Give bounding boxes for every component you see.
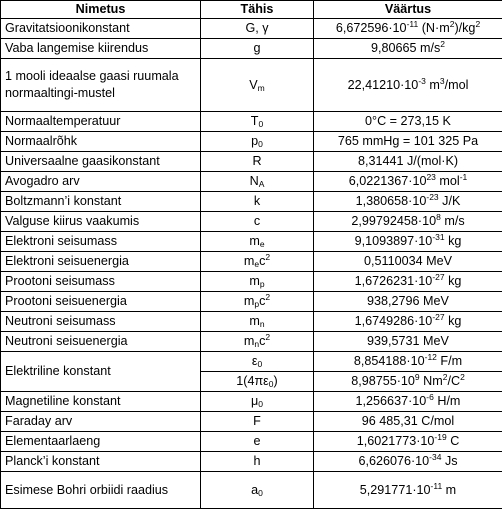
value-part: 8,31441 J/(mol·K) [357, 154, 459, 168]
symbol-part: ) [273, 374, 278, 388]
symbol-part: c [259, 334, 266, 348]
value-part: 8,854188·10 [353, 354, 425, 368]
value-part: C [446, 434, 460, 448]
table-row [1, 59, 502, 112]
table-row [1, 292, 502, 312]
symbol-part: e [253, 434, 261, 448]
header-symbol: Tähis [201, 1, 314, 19]
constant-name: Magnetiline konstant [1, 392, 201, 412]
value-part: 5,291771·10 [359, 482, 431, 497]
constant-value [314, 312, 502, 332]
value-part: 1,6726231·10 [354, 274, 433, 288]
constant-symbol [201, 312, 314, 332]
symbol-part: m [249, 274, 260, 288]
value-part: -6 [426, 392, 434, 402]
value-part: -1 [459, 172, 468, 182]
value-part: -11 [430, 480, 443, 491]
value-part: 23 [426, 172, 436, 182]
table-row [1, 19, 502, 39]
value-part: 2,99792458·10 [351, 214, 437, 228]
symbol-part: m [243, 294, 255, 308]
constant-name: 1 mooli ideaalse gaasi ruumala normaaltingi-mustel [1, 59, 201, 112]
constant-value [314, 232, 502, 252]
table-row [1, 152, 502, 172]
table-row [1, 172, 502, 192]
value-part: 1,256637·10 [355, 394, 427, 408]
value-part: -34 [429, 452, 442, 462]
constant-name: Elektroni seisuenergia [1, 252, 201, 272]
table-row [1, 132, 502, 152]
value-part: 2 [460, 372, 465, 382]
table-row [1, 212, 502, 232]
table-row [1, 352, 502, 372]
constant-value [314, 39, 502, 59]
value-part: kg [444, 314, 462, 328]
table-row [1, 252, 502, 272]
table-row [1, 472, 502, 509]
value-part: 9 [414, 372, 420, 382]
constant-name: Prootoni seisumass [1, 272, 201, 292]
constant-symbol [201, 112, 314, 132]
symbol-part: m [243, 334, 255, 348]
constant-symbol [201, 472, 314, 509]
symbol-part: 0 [258, 119, 264, 129]
constant-name: Elementaarlaeng [1, 432, 201, 452]
value-part: 6,0221367·10 [348, 174, 427, 188]
value-part: kg [444, 234, 462, 248]
header-name: Nimetus [1, 1, 201, 19]
symbol-part: N [249, 174, 259, 188]
symbol-part: 1(4πε [236, 374, 269, 388]
symbol-part: c [253, 214, 261, 228]
symbol-part: g [253, 41, 261, 55]
value-part: J/K [438, 194, 461, 208]
value-part: 8,98755·10 [351, 374, 415, 388]
constant-name: Esimese Bohri orbiidi raadius [1, 472, 201, 509]
constant-value [314, 59, 502, 112]
constant-value [314, 292, 502, 312]
constant-symbol [201, 152, 314, 172]
symbol-part: G, γ [245, 21, 269, 35]
symbol-part: k [253, 194, 261, 208]
value-part: -3 [418, 75, 426, 86]
value-part: 9,1093897·10 [354, 234, 433, 248]
symbol-part: p [251, 134, 259, 148]
table-row [1, 412, 502, 432]
symbol-part: V [249, 77, 258, 92]
constant-name: Normaalrõhk [1, 132, 201, 152]
constant-symbol [201, 59, 314, 112]
table-row [1, 452, 502, 472]
constant-name: Avogadro arv [1, 172, 201, 192]
symbol-part: p [259, 279, 265, 289]
constant-symbol [201, 39, 314, 59]
constant-symbol [201, 332, 314, 352]
constant-symbol [201, 252, 314, 272]
value-part: (N·m [418, 21, 450, 35]
value-part: 8 [436, 212, 441, 222]
value-part: -27 [432, 312, 445, 322]
value-part: 96 485,31 C/mol [361, 414, 455, 428]
constant-value [314, 252, 502, 272]
value-part: Js [441, 454, 458, 468]
symbol-part: 0 [258, 399, 263, 409]
symbol-part: m [249, 314, 260, 328]
value-part: -23 [426, 192, 439, 202]
constant-symbol [201, 292, 314, 312]
constant-name: Faraday arv [1, 412, 201, 432]
symbol-part: 0 [257, 359, 263, 369]
symbol-part: m [243, 254, 255, 268]
constant-name: Planck’i konstant [1, 452, 201, 472]
constant-value [314, 192, 502, 212]
value-part: 3 [439, 75, 445, 86]
symbol-part: 2 [265, 292, 271, 302]
value-part: -12 [424, 352, 437, 362]
symbol-part: h [253, 454, 261, 468]
symbol-part: n [259, 319, 265, 329]
value-part: kg [444, 274, 462, 288]
symbol-part: c [259, 294, 266, 308]
constant-value [314, 132, 502, 152]
constant-value [314, 152, 502, 172]
value-part: F/m [436, 354, 463, 368]
header-row [1, 1, 502, 19]
constant-value [314, 112, 502, 132]
constant-value [314, 412, 502, 432]
value-part: 765 mmHg = 101 325 Pa [337, 134, 479, 148]
symbol-part: R [252, 154, 262, 168]
constant-name: Neutroni seisumass [1, 312, 201, 332]
value-part: m/s [440, 214, 465, 228]
value-part: 2 [442, 372, 448, 382]
constant-value [314, 372, 502, 392]
constant-name: Universaalne gaasikonstant [1, 152, 201, 172]
value-part: 1,6021773·10 [356, 434, 435, 448]
symbol-part: e [259, 239, 265, 249]
constant-value [314, 352, 502, 372]
constant-value [314, 272, 502, 292]
constant-value [314, 19, 502, 39]
table-row [1, 332, 502, 352]
symbol-part: p [254, 299, 260, 309]
constant-symbol [201, 432, 314, 452]
constant-symbol [201, 232, 314, 252]
table-row [1, 232, 502, 252]
constant-value [314, 172, 502, 192]
value-part: 9,80665 m/s [370, 41, 441, 55]
value-part: 6,672596·10 [335, 21, 407, 35]
value-part: /C [447, 374, 461, 388]
table-row [1, 392, 502, 412]
value-part: -11 [406, 19, 419, 29]
value-part: 939,5731 MeV [367, 334, 449, 348]
constant-name: Prootoni seisuenergia [1, 292, 201, 312]
table-row [1, 272, 502, 292]
symbol-part: ε [251, 354, 258, 368]
value-part: /mol [444, 77, 469, 92]
value-part: 22,41210·10 [347, 77, 419, 92]
constant-symbol [201, 132, 314, 152]
value-part: mol [435, 174, 460, 188]
value-part: -19 [434, 432, 447, 442]
constant-symbol [201, 212, 314, 232]
constant-value [314, 212, 502, 232]
value-part: 6,626076·10 [358, 454, 430, 468]
table-row [1, 312, 502, 332]
constant-name: Boltzmann’i konstant [1, 192, 201, 212]
header-value: Väärtus [314, 1, 502, 19]
value-part: 0°C = 273,15 K [365, 114, 451, 128]
constant-name: Normaaltemperatuur [1, 112, 201, 132]
constant-name: Valguse kiirus vaakumis [1, 212, 201, 232]
symbol-part: 2 [265, 252, 271, 262]
constant-value [314, 452, 502, 472]
value-part: -31 [432, 232, 445, 242]
constant-name: Vaba langemise kiirendus [1, 39, 201, 59]
symbol-part: m [249, 234, 260, 248]
value-part: 2 [440, 39, 446, 49]
symbol-part: m [257, 82, 265, 93]
value-part: 1,380658·10 [355, 194, 427, 208]
symbol-part: 0 [258, 487, 263, 498]
constant-symbol [201, 452, 314, 472]
constant-name: Elektroni seisumass [1, 232, 201, 252]
table-body [1, 19, 502, 509]
constant-symbol [201, 412, 314, 432]
value-part: -27 [432, 272, 445, 282]
value-part: 2 [449, 19, 455, 29]
symbol-part: T [250, 114, 259, 128]
constant-value [314, 432, 502, 452]
table-row [1, 192, 502, 212]
table-row [1, 112, 502, 132]
symbol-part: μ [251, 394, 259, 408]
symbol-part: a [251, 482, 259, 497]
constant-name: Gravitatsioonikonstant [1, 19, 201, 39]
symbol-part: 0 [258, 139, 263, 149]
constant-value [314, 472, 502, 509]
symbol-part: 2 [265, 332, 271, 342]
symbol-part: A [258, 179, 265, 189]
constant-symbol [201, 352, 314, 372]
symbol-part: n [254, 339, 260, 349]
value-part: 2 [475, 19, 481, 29]
symbol-part: 0 [268, 379, 274, 389]
constant-symbol [201, 172, 314, 192]
constant-symbol [201, 392, 314, 412]
symbol-part: e [254, 259, 260, 269]
value-part: 1,6749286·10 [354, 314, 433, 328]
value-part: H/m [433, 394, 461, 408]
constant-value [314, 392, 502, 412]
table-row [1, 39, 502, 59]
constant-value [314, 332, 502, 352]
table-row [1, 432, 502, 452]
constant-symbol [201, 372, 314, 392]
constant-name: Elektriline konstant [1, 352, 201, 392]
value-part: )/kg [454, 21, 476, 35]
value-part: m [442, 482, 457, 497]
value-part: 0,5110034 MeV [364, 254, 452, 268]
constant-symbol [201, 192, 314, 212]
symbol-part: F [253, 414, 261, 428]
constant-name: Neutroni seisuenergia [1, 332, 201, 352]
value-part: m [425, 77, 440, 92]
value-part: Nm [419, 374, 443, 388]
constant-symbol [201, 272, 314, 292]
constant-symbol [201, 19, 314, 39]
value-part: 938,2796 MeV [367, 294, 449, 308]
symbol-part: c [259, 254, 266, 268]
